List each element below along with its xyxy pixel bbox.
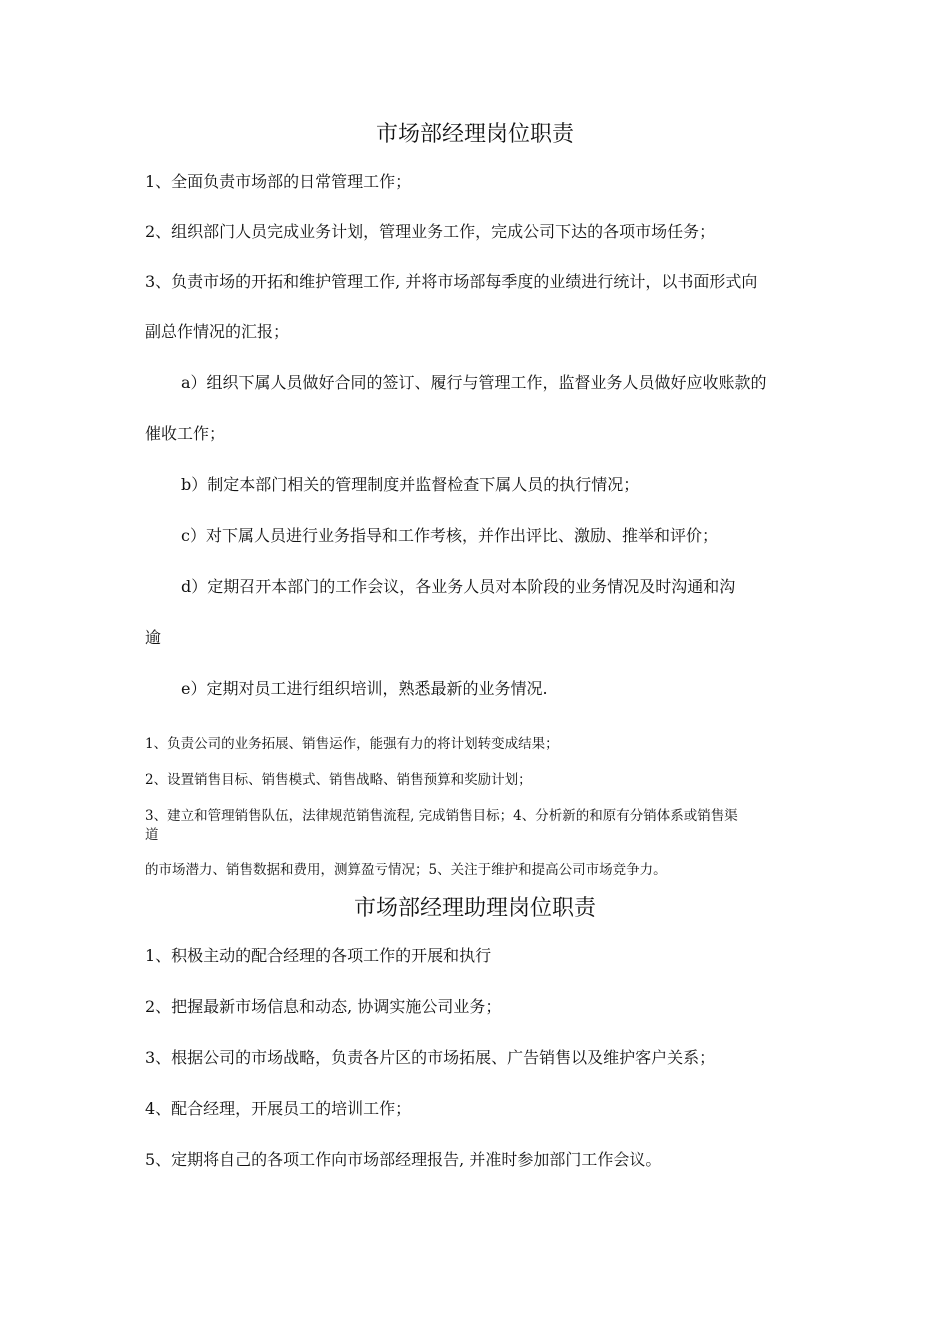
section1-line-3: 3、负责市场的开拓和维护管理工作, 并将市场部每季度的业绩进行统计，以书面形式向 xyxy=(145,272,758,291)
section1-item-b: b）制定本部门相关的管理制度并监督检查下属人员的执行情况； xyxy=(181,475,640,494)
section1-small-line-2: 2、设置销售目标、销售模式、销售战略、销售预算和奖励计划； xyxy=(145,772,532,788)
section1-line-1: 1、全面负责市场部的日常管理工作； xyxy=(145,172,412,191)
section2-title: 市场部经理助理岗位职责 xyxy=(353,896,596,921)
section1-small-line-3-cont: 道 xyxy=(145,827,159,843)
section2-line-2: 2、把握最新市场信息和动态, 协调实施公司业务； xyxy=(145,997,502,1016)
section1-small-line-3: 3、建立和管理销售队伍，法律规范销售流程, 完成销售目标；4、分析新的和原有分销体系或销售渠 xyxy=(145,808,738,824)
section1-line-3-cont: 副总作情况的汇报； xyxy=(145,322,290,341)
section2-line-5: 5、定期将自己的各项工作向市场部经理报告, 并准时参加部门工作会议。 xyxy=(145,1150,662,1169)
section2-line-1: 1、积极主动的配合经理的各项工作的开展和执行 xyxy=(145,946,492,965)
section2-line-4: 4、配合经理，开展员工的培训工作； xyxy=(145,1099,412,1118)
section1-item-d-cont: 逾 xyxy=(145,628,162,647)
section1-item-d: d）定期召开本部门的工作会议，各业务人员对本阶段的业务情况及时沟通和沟 xyxy=(181,577,736,596)
section1-small-line-1: 1、负责公司的业务拓展、销售运作，能强有力的将计划转变成结果； xyxy=(145,736,559,752)
section1-small-line-4: 的市场潜力、销售数据和费用，测算盈亏情况；5、关注于维护和提高公司市场竞争力。 xyxy=(145,862,667,878)
section1-item-e: e）定期对员工进行组织培训，熟悉最新的业务情况. xyxy=(181,679,548,698)
section1-item-c: c）对下属人员进行业务指导和工作考核，并作出评比、激励、推举和评价； xyxy=(181,526,718,545)
section1-item-a: a）组织下属人员做好合同的签订、履行与管理工作，监督业务人员做好应收账款的 xyxy=(181,373,767,392)
section1-line-2: 2、组织部门人员完成业务计划，管理业务工作，完成公司下达的各项市场任务； xyxy=(145,222,716,241)
section2-line-3: 3、根据公司的市场战略，负责各片区的市场拓展、广告销售以及维护客户关系； xyxy=(145,1048,716,1067)
section1-item-a-cont: 催收工作； xyxy=(145,424,226,443)
section1-title: 市场部经理岗位职责 xyxy=(375,122,574,147)
